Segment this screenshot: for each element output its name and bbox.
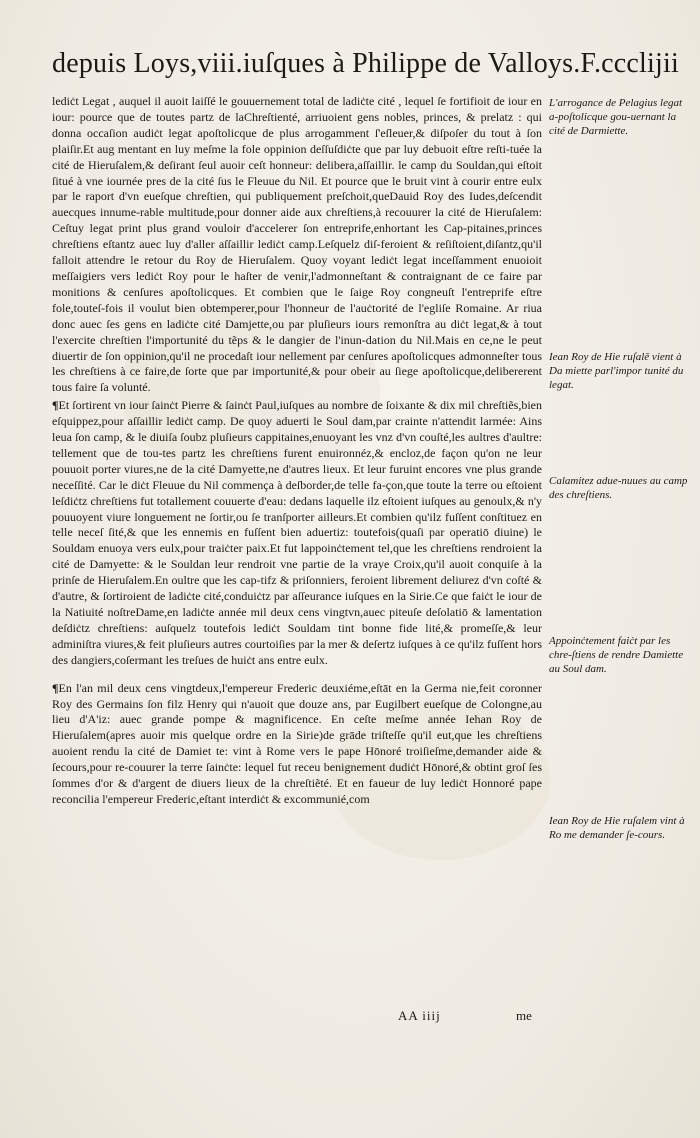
catchword: me bbox=[516, 1008, 532, 1023]
signature-mark: AA iiij bbox=[398, 1008, 441, 1023]
margin-note-4: Appoinċtement faiċt par les chre-ſtiens de rendre Damiette au Soul dam. bbox=[549, 635, 684, 675]
paragraph-3 bbox=[52, 681, 542, 808]
paragraph-2-text: Et ſortirent vn iour ſainċt Pierre & ſainċt Paul,iuſques au nombre de ſoixante & dix mil chreſtiẽs,bien eſquippez,pour aſſaillir lediċt camp. De quoy aduerti le Soul dam,par crainte n'attendit larmée: Ains leua ſon camp, & le diuiſa ſoubz pluſieurs cappitaines,enuoyant les vnz d'vn couſté,les aultres d'aultre: tellement que de tou-tes partz les chreſtiens furent enuironnéz,& encloz,de façon qu'on ne leur pouuoit porter viures,ne de la cité Damyette,ne d'autres lieux. Et leur furuint encores vne plus grande neceſſité. Car le diċt Fleuue du Nil commença à deſborder,de telle fa-çon,que toute la terre ou eſtoient leſdiċtz chreſtiens fut totallement couuerte d'eau: dedans laquelle ilz eſtoient iuſques au genoulx,& n'y pouuoyent viure longuement ne ſortir,ou ſe tranſporter ailleurs.Et combien qu'ilz fuſſent conſtituez en telle neceſ ſité,& que les ennemis en fuſſent bien aduertiz: toutefois(quaſi par operatiō diuine) le Souldam enuoya vers eulx,pour traiċter paix.Et fut lappoinċtement tel,que les chreſtiens rendroient la cité de Damyette: & le Souldan leur rendroit vne partie de la vraye Croix,qu'il auoit conquiſe à la prinſe de Hieruſalem.En oultre que les cap-tifz & priſonniers, feroient librement deliurez d'vn coſté & d'autre, & ſortiroient de ladiċte cité,conduiċtz par aſſeurance iuſques en la Sirie.Ce que faiċt le iour de la Natiuité noſtreDame,en ladiċte année mil deux cens vingtvn,auec piteuſe deſolatiō & lamentation deſdiċtz chreſtiens: auſquelz toutefois lediċt Souldam tint bonne fide lité,& promeſſe,& leur adminiſtra viures,& feit pluſieurs autres courtoiſies par la mer & deſertz iuſques à ce qu'ilz fuſſent hors des dangiers,coſermant les treſues de huiċt ans entre eulx. bbox=[52, 398, 542, 667]
margin-note-2: Iean Roy de Hie ruſalē vient à Da miette parl'impor tunité du legat. bbox=[549, 351, 684, 391]
paragraph-2 bbox=[52, 398, 542, 668]
main-text-column bbox=[52, 94, 542, 808]
pilcrow-mark: ¶ bbox=[52, 680, 59, 695]
running-title: depuis Loys,viii.iuſques à Philippe de Valloys.F.ccclijii bbox=[52, 48, 679, 79]
pilcrow-mark: ¶ bbox=[52, 398, 59, 413]
margin-note-3: Calamitez adue-nuues au camp des chreſtiens. bbox=[549, 475, 688, 501]
paragraph-3-text: En l'an mil deux cens vingtdeux,l'empereur Frederic deuxiéme,eſtāt en la Germa nie,feit coronner Roy des Germains ſon filz Henry qui n'auoit que douze ans, par Eugilbert eueſque de Colongne,au lieu d'A'iz: auec grande pompe & magnificence. En ceſte meſme année Iehan Roy de Hieruſalem(apres auoir mis quelque ordre en la Sirie)de grāde triſteſſe qu'il eut,que les chreſtiens auoient rendu la cité de Damiet te: vint à Rome vers le pape Hōnoré troiſieſme,demander aide & ſecours,pour re-couurer la terre ſainċte: lequel fut receu benignement dudiċt Hōnoré,& obtint groſ ſes ſommes d'or & d'argent de diuers lieux de la chreſtiẽté. Et en faueur de luy lediċt Honnoré pape reconcilia l'empereur Frederic,eſtant interdiċt & excommunié,com bbox=[52, 680, 542, 806]
margin-note-5: Iean Roy de Hie ruſalem vint à Ro me demander ſe-cours. bbox=[549, 815, 685, 841]
margin-note-1: L'arrogance de Pelagius legat a-poſtolicque gou-uernant la cité de Darmiette. bbox=[549, 97, 683, 137]
paragraph-1: lediċt Legat , auquel il auoit laiſſé le gouuernement total de ladiċte cité , lequel ſe fortifioit de iour en iour: pource que de toutes partz de laChreſtienté, arriuoient gens nobles, princes, & prelatz : qui donna occaſion audiċt legat apoſtolicque de plus arrogamment ſ'eſleuer,& diſpoſer du tout à ſon plaiſir.Et aug mentant en luy meſme la fole oppinion deſſuſdiċte que par luy debuoit eſtre reſti-tuée la cité de Hieruſalem,& deſirant ſeul auoir ceſt honneur: delibera,aſſaillir. le camp du Souldan,qui eſtoit ſitué à vne iournée pres de la cité ſus le Fleuue du Nil. Et pource que le bruit vint à courir entre eulx par le raport d'vn eueſque chreſtien, qui publiquement preſchoit,queDauid Roy des Iudes,deſcendit auecques innume-rable multitude,pour donner aide aux chreſtiens,à recouurer la cité de Hieruſalem: Ceſtuy legat print plus grand vouloir d'accelerer ſon entreprife,enhortant les Cap-pitaines,princes chreſtiens eſtantz auec luy d'aller aſſaillir lediċt camp.Leſquelz diſ-feroient & reſiſtoient,diſantz,qu'il falloit attendre le retour du Roy de Hieruſalem. Quoy voyant lediċt legat inceſſamment enuoioit meſſaigiers vers lediċt Roy pour le haſter de venir,l'admonneſtant & contraignant de ce faire par monitions & cenſures apoſtolicques. Et combien que le ſaige Roy congneuſt l'entreprife eſtre fole,touteſ-fois il voulut bien obtemperer,pour l'honneur de l'auċtorité de l'egliſe Romaine. Ar riua donc auec ſes gens en ladiċte cité Damjette,ou par pluſieurs iours remonſtra au diċt legat,& à tout l'exercite chreſtien l'importunité du tẽps & le dangier de l'inun-dation du Nil.Mais en ce,ne le peut diuertir de ſon oppinion,qu'il ne procedaſt iour nellement par cenſures apoſtolicques admonneſter tous les chreſtiens à ce faire,de ſorte que par importunité,& pour obeir au ſiege apoſtolicque,delibererent tous faire ſa volunté. bbox=[52, 94, 542, 395]
